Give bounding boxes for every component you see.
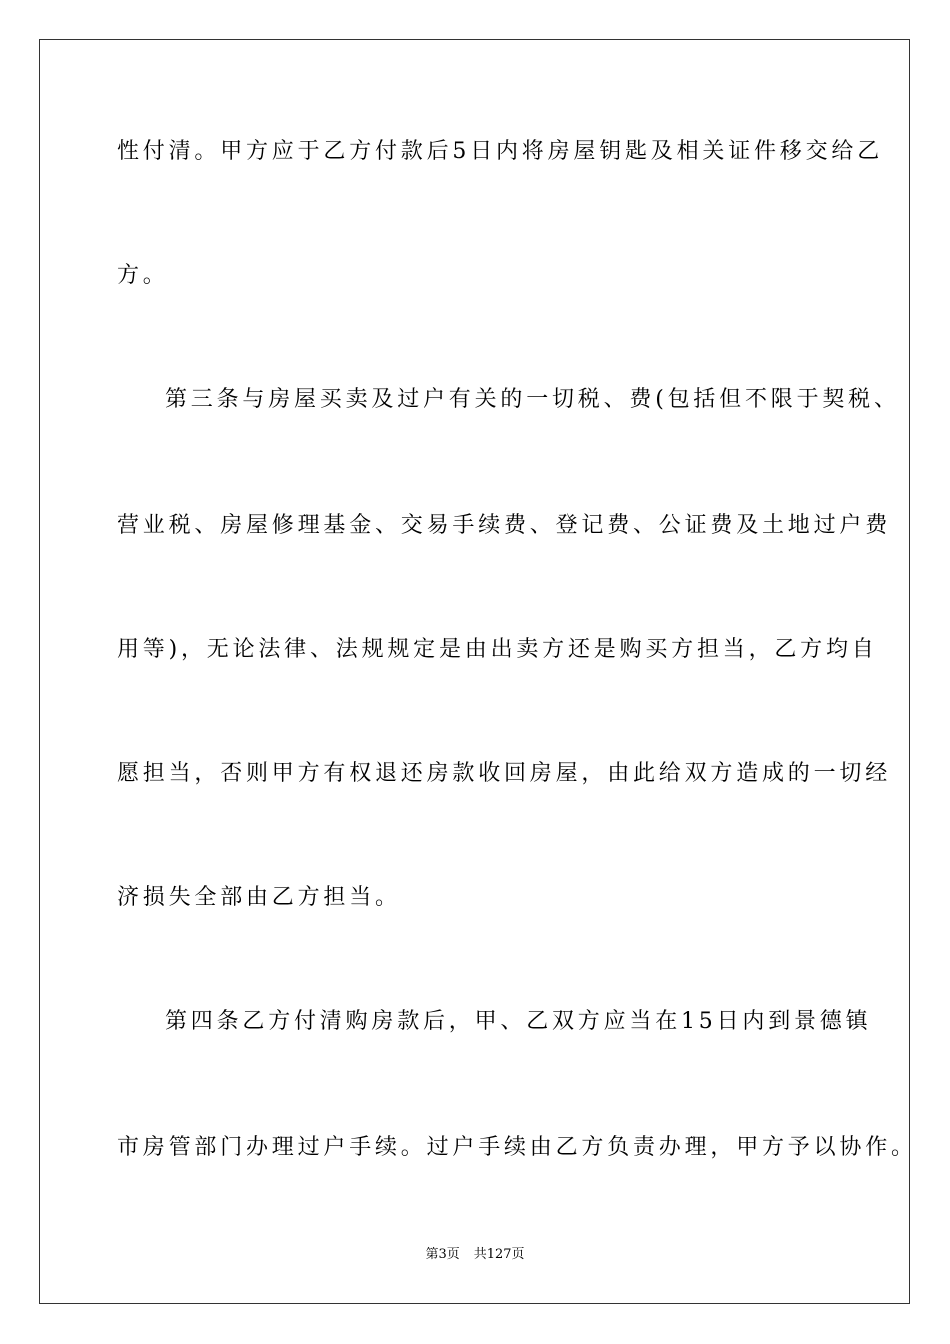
page-border <box>39 39 910 1304</box>
page-number: 第3页 <box>425 1247 460 1262</box>
paragraph-line: 方。 <box>117 263 169 288</box>
paragraph-line: 济损失全部由乙方担当。 <box>117 885 401 910</box>
paragraph-line: 第四条乙方付清购房款后，甲、乙双方应当在15日内到景德镇 <box>165 1009 872 1034</box>
paragraph-line: 用等)，无论法律、法规规定是由出卖方还是购买方担当，乙方均自 <box>117 637 878 662</box>
page-footer <box>0 1247 950 1263</box>
paragraph-line: 市房管部门办理过户手续。过户手续由乙方负责办理，甲方予以协作。 <box>117 1135 917 1160</box>
page-total: 共127页 <box>473 1247 525 1262</box>
paragraph-line: 愿担当，否则甲方有权退还房款收回房屋，由此给双方造成的一切经 <box>117 761 892 786</box>
paragraph-line: 第三条与房屋买卖及过户有关的一切税、费(包括但不限于契税、 <box>165 387 900 412</box>
paragraph-line: 性付清。甲方应于乙方付款后5日内将房屋钥匙及相关证件移交给乙 <box>117 139 883 164</box>
paragraph-line: 营业税、房屋修理基金、交易手续费、登记费、公证费及土地过户费 <box>117 513 892 538</box>
